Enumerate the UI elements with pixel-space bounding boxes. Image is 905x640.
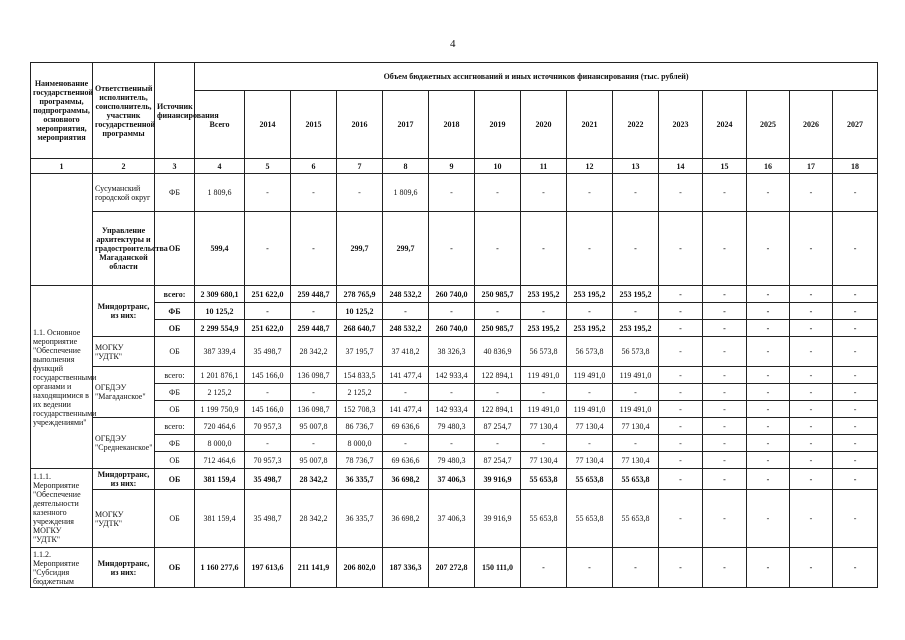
value-cell: 55 653,8 <box>521 469 567 490</box>
budget-table <box>30 62 878 588</box>
value-cell: - <box>703 337 747 367</box>
value-cell: - <box>790 435 833 452</box>
value-cell: - <box>833 337 878 367</box>
value-cell: 55 653,8 <box>613 469 659 490</box>
value-cell: - <box>833 286 878 303</box>
value-cell: 1 199 750,9 <box>195 401 245 418</box>
value-cell: 142 933,4 <box>429 401 475 418</box>
value-cell: 253 195,2 <box>613 286 659 303</box>
value-cell: 299,7 <box>337 212 383 286</box>
value-cell: - <box>747 303 790 320</box>
value-cell: 145 166,0 <box>245 401 291 418</box>
value-cell: - <box>659 418 703 435</box>
value-cell: - <box>659 548 703 588</box>
value-cell: 141 477,4 <box>383 401 429 418</box>
column-number: 3 <box>155 159 195 174</box>
value-cell: 260 740,0 <box>429 286 475 303</box>
value-cell: - <box>833 490 878 548</box>
value-cell: 28 342,2 <box>291 337 337 367</box>
value-cell: 253 195,2 <box>521 286 567 303</box>
responsible-cell: Миндортранс, из них: <box>93 469 155 490</box>
value-cell: 207 272,8 <box>429 548 475 588</box>
value-cell: 136 098,7 <box>291 401 337 418</box>
source-cell: ОБ <box>155 401 195 418</box>
value-cell: - <box>291 384 337 401</box>
value-cell: 69 636,6 <box>383 452 429 469</box>
value-cell: - <box>659 384 703 401</box>
value-cell: 720 464,6 <box>195 418 245 435</box>
header-year: 2016 <box>337 91 383 159</box>
column-number: 7 <box>337 159 383 174</box>
value-cell: 36 698,2 <box>383 490 429 548</box>
value-cell: - <box>521 212 567 286</box>
value-cell: 10 125,2 <box>337 303 383 320</box>
column-number: 8 <box>383 159 429 174</box>
value-cell: 37 418,2 <box>383 337 429 367</box>
column-number: 10 <box>475 159 521 174</box>
value-cell: 1 201 876,1 <box>195 367 245 384</box>
value-cell: - <box>521 384 567 401</box>
value-cell: - <box>703 174 747 212</box>
column-number: 15 <box>703 159 747 174</box>
value-cell: 55 653,8 <box>567 490 613 548</box>
value-cell: 77 130,4 <box>613 418 659 435</box>
header-year: 2023 <box>659 91 703 159</box>
value-cell: - <box>703 286 747 303</box>
value-cell: - <box>659 367 703 384</box>
value-cell: - <box>383 384 429 401</box>
value-cell: - <box>613 212 659 286</box>
header-group-title: Объем бюджетных ассигнований и иных источников финансирования (тыс. рублей) <box>195 63 878 91</box>
value-cell: - <box>613 303 659 320</box>
source-cell: ОБ <box>155 452 195 469</box>
source-cell: ФБ <box>155 384 195 401</box>
value-cell: - <box>833 367 878 384</box>
value-cell: 69 636,6 <box>383 418 429 435</box>
value-cell: - <box>747 174 790 212</box>
value-cell: - <box>703 435 747 452</box>
column-number: 2 <box>93 159 155 174</box>
value-cell: 268 640,7 <box>337 320 383 337</box>
blank-name-cell <box>31 174 93 286</box>
value-cell: - <box>790 367 833 384</box>
value-cell: 251 622,0 <box>245 286 291 303</box>
responsible-cell: ОГБДЭУ "Магаданское" <box>93 367 155 418</box>
value-cell: 70 957,3 <box>245 418 291 435</box>
header-year: 2017 <box>383 91 429 159</box>
value-cell: - <box>659 212 703 286</box>
value-cell: 56 573,8 <box>521 337 567 367</box>
value-cell: - <box>475 435 521 452</box>
value-cell: - <box>833 384 878 401</box>
source-cell: ФБ <box>155 435 195 452</box>
source-cell: всего: <box>155 367 195 384</box>
source-cell: ОБ <box>155 548 195 588</box>
value-cell: - <box>747 548 790 588</box>
value-cell: 36 335,7 <box>337 469 383 490</box>
value-cell: - <box>659 174 703 212</box>
responsible-cell: Миндортранс, из них: <box>93 548 155 588</box>
column-number: 17 <box>790 159 833 174</box>
value-cell: 1 160 277,6 <box>195 548 245 588</box>
value-cell: 119 491,0 <box>613 367 659 384</box>
value-cell: - <box>429 174 475 212</box>
value-cell: 278 765,9 <box>337 286 383 303</box>
header-year: 2021 <box>567 91 613 159</box>
value-cell: - <box>833 548 878 588</box>
value-cell: - <box>429 435 475 452</box>
value-cell: 145 166,0 <box>245 367 291 384</box>
value-cell: 55 653,8 <box>521 490 567 548</box>
value-cell: - <box>703 212 747 286</box>
column-number: 9 <box>429 159 475 174</box>
value-cell: 141 477,4 <box>383 367 429 384</box>
header-year: 2018 <box>429 91 475 159</box>
value-cell: - <box>521 548 567 588</box>
value-cell: - <box>567 303 613 320</box>
value-cell: 77 130,4 <box>613 452 659 469</box>
value-cell: - <box>747 320 790 337</box>
value-cell: - <box>703 367 747 384</box>
activity-name: 1.1. Основное мероприятие "Обеспечение выполнения функций государственными органами и находящимися в их ведении государственными учреждениями" <box>31 286 93 469</box>
activity-name: 1.1.2. Мероприятие "Субсидия бюджетным <box>31 548 93 588</box>
source-cell: ОБ <box>155 337 195 367</box>
value-cell: - <box>475 384 521 401</box>
value-cell: 119 491,0 <box>567 401 613 418</box>
value-cell: 37 406,3 <box>429 490 475 548</box>
column-number: 12 <box>567 159 613 174</box>
value-cell: - <box>659 337 703 367</box>
value-cell: - <box>659 452 703 469</box>
source-cell: всего: <box>155 418 195 435</box>
value-cell: - <box>747 401 790 418</box>
value-cell: 56 573,8 <box>567 337 613 367</box>
source-cell: ОБ <box>155 469 195 490</box>
column-number: 11 <box>521 159 567 174</box>
source-cell: ОБ <box>155 320 195 337</box>
value-cell: 253 195,2 <box>567 320 613 337</box>
source-cell: ФБ <box>155 174 195 212</box>
value-cell: - <box>567 435 613 452</box>
value-cell: - <box>521 174 567 212</box>
value-cell: - <box>833 435 878 452</box>
value-cell: - <box>659 320 703 337</box>
value-cell: - <box>613 548 659 588</box>
value-cell: 387 339,4 <box>195 337 245 367</box>
header-total: Всего <box>195 91 245 159</box>
value-cell: 28 342,2 <box>291 490 337 548</box>
value-cell: 77 130,4 <box>567 452 613 469</box>
header-year: 2027 <box>833 91 878 159</box>
header-year: 2015 <box>291 91 337 159</box>
value-cell: - <box>383 435 429 452</box>
value-cell: - <box>703 548 747 588</box>
value-cell: - <box>747 384 790 401</box>
value-cell: - <box>790 303 833 320</box>
value-cell: - <box>567 174 613 212</box>
responsible-cell: Управление архитектуры и градостроительства Магаданской области <box>93 212 155 286</box>
value-cell: 136 098,7 <box>291 367 337 384</box>
value-cell: - <box>703 490 747 548</box>
value-cell: - <box>790 490 833 548</box>
value-cell: - <box>291 212 337 286</box>
value-cell: - <box>659 303 703 320</box>
value-cell: 35 498,7 <box>245 490 291 548</box>
value-cell: 152 708,3 <box>337 401 383 418</box>
value-cell: 87 254,7 <box>475 452 521 469</box>
column-number: 14 <box>659 159 703 174</box>
value-cell: 119 491,0 <box>521 401 567 418</box>
value-cell: 77 130,4 <box>567 418 613 435</box>
value-cell: - <box>337 174 383 212</box>
value-cell: - <box>747 435 790 452</box>
value-cell: 119 491,0 <box>567 367 613 384</box>
source-cell: ОБ <box>155 490 195 548</box>
value-cell: 86 736,7 <box>337 418 383 435</box>
value-cell: - <box>790 469 833 490</box>
value-cell: - <box>833 174 878 212</box>
value-cell: - <box>567 212 613 286</box>
value-cell: 79 480,3 <box>429 452 475 469</box>
value-cell: 2 125,2 <box>195 384 245 401</box>
value-cell: 28 342,2 <box>291 469 337 490</box>
value-cell: - <box>833 320 878 337</box>
value-cell: - <box>747 452 790 469</box>
value-cell: 1 809,6 <box>383 174 429 212</box>
value-cell: - <box>475 212 521 286</box>
value-cell: - <box>245 384 291 401</box>
column-number: 5 <box>245 159 291 174</box>
responsible-cell: Сусуманский городской округ <box>93 174 155 212</box>
value-cell: - <box>790 286 833 303</box>
value-cell: - <box>833 469 878 490</box>
value-cell: - <box>245 212 291 286</box>
value-cell: - <box>747 367 790 384</box>
value-cell: - <box>747 286 790 303</box>
value-cell: 95 007,8 <box>291 452 337 469</box>
value-cell: - <box>291 303 337 320</box>
value-cell: 381 159,4 <box>195 490 245 548</box>
value-cell: 251 622,0 <box>245 320 291 337</box>
value-cell: - <box>790 418 833 435</box>
value-cell: 37 195,7 <box>337 337 383 367</box>
value-cell: 77 130,4 <box>521 418 567 435</box>
value-cell: 119 491,0 <box>521 367 567 384</box>
header-source: Источник финансирования <box>155 63 195 159</box>
value-cell: - <box>613 384 659 401</box>
responsible-cell: Миндортранс, из них: <box>93 286 155 337</box>
value-cell: - <box>659 286 703 303</box>
value-cell: 299,7 <box>383 212 429 286</box>
value-cell: - <box>790 384 833 401</box>
header-year: 2014 <box>245 91 291 159</box>
value-cell: - <box>790 212 833 286</box>
column-number: 6 <box>291 159 337 174</box>
value-cell: - <box>703 452 747 469</box>
value-cell: - <box>790 174 833 212</box>
page-number: 4 <box>450 38 456 50</box>
value-cell: 142 933,4 <box>429 367 475 384</box>
value-cell: - <box>790 337 833 367</box>
value-cell: 259 448,7 <box>291 286 337 303</box>
value-cell: 1 809,6 <box>195 174 245 212</box>
value-cell: - <box>659 435 703 452</box>
value-cell: 8 000,0 <box>195 435 245 452</box>
value-cell: 35 498,7 <box>245 337 291 367</box>
value-cell: - <box>475 303 521 320</box>
value-cell: - <box>567 384 613 401</box>
value-cell: - <box>291 174 337 212</box>
value-cell: 8 000,0 <box>337 435 383 452</box>
value-cell: 38 326,3 <box>429 337 475 367</box>
responsible-cell: ОГБДЭУ "Среднеканское" <box>93 418 155 469</box>
value-cell: 248 532,2 <box>383 286 429 303</box>
value-cell: - <box>659 490 703 548</box>
value-cell: 77 130,4 <box>521 452 567 469</box>
source-cell: ОБ <box>155 212 195 286</box>
value-cell: - <box>790 548 833 588</box>
value-cell: - <box>790 452 833 469</box>
value-cell: - <box>613 174 659 212</box>
value-cell: 599,4 <box>195 212 245 286</box>
value-cell: - <box>659 401 703 418</box>
value-cell: 211 141,9 <box>291 548 337 588</box>
value-cell: - <box>521 435 567 452</box>
value-cell: 259 448,7 <box>291 320 337 337</box>
value-cell: 250 985,7 <box>475 320 521 337</box>
value-cell: - <box>747 418 790 435</box>
value-cell: 39 916,9 <box>475 490 521 548</box>
column-number: 16 <box>747 159 790 174</box>
value-cell: - <box>245 435 291 452</box>
value-cell: - <box>245 303 291 320</box>
value-cell: 187 336,3 <box>383 548 429 588</box>
value-cell: 39 916,9 <box>475 469 521 490</box>
column-number: 13 <box>613 159 659 174</box>
value-cell: 10 125,2 <box>195 303 245 320</box>
value-cell: - <box>703 384 747 401</box>
value-cell: 2 299 554,9 <box>195 320 245 337</box>
value-cell: 36 698,2 <box>383 469 429 490</box>
header-year: 2025 <box>747 91 790 159</box>
value-cell: 2 125,2 <box>337 384 383 401</box>
value-cell: 253 195,2 <box>613 320 659 337</box>
value-cell: 248 532,2 <box>383 320 429 337</box>
value-cell: - <box>703 418 747 435</box>
source-cell: ФБ <box>155 303 195 320</box>
value-cell: - <box>567 548 613 588</box>
value-cell: - <box>613 435 659 452</box>
value-cell: 154 833,5 <box>337 367 383 384</box>
value-cell: 37 406,3 <box>429 469 475 490</box>
header-name: Наименование государственной программы, подпрограммы, основного мероприятия, мероприятия <box>31 63 93 159</box>
header-year: 2019 <box>475 91 521 159</box>
value-cell: - <box>790 401 833 418</box>
value-cell: - <box>790 320 833 337</box>
value-cell: 119 491,0 <box>613 401 659 418</box>
header-responsible: Ответственный исполнитель, соисполнитель, участник государственной программы <box>93 63 155 159</box>
header-year: 2024 <box>703 91 747 159</box>
value-cell: 122 894,1 <box>475 401 521 418</box>
value-cell: 381 159,4 <box>195 469 245 490</box>
value-cell: 2 309 680,1 <box>195 286 245 303</box>
value-cell: 40 836,9 <box>475 337 521 367</box>
column-number: 1 <box>31 159 93 174</box>
value-cell: 206 802,0 <box>337 548 383 588</box>
activity-name: 1.1.1. Мероприятие "Обеспечение деятельности казенного учреждения МОГКУ "УДТК" <box>31 469 93 548</box>
value-cell: 87 254,7 <box>475 418 521 435</box>
value-cell: 55 653,8 <box>567 469 613 490</box>
value-cell: 712 464,6 <box>195 452 245 469</box>
column-number: 18 <box>833 159 878 174</box>
value-cell: - <box>833 401 878 418</box>
source-cell: всего: <box>155 286 195 303</box>
value-cell: - <box>747 469 790 490</box>
value-cell: 36 335,7 <box>337 490 383 548</box>
value-cell: - <box>291 435 337 452</box>
value-cell: - <box>833 418 878 435</box>
value-cell: 79 480,3 <box>429 418 475 435</box>
value-cell: 78 736,7 <box>337 452 383 469</box>
value-cell: - <box>703 303 747 320</box>
value-cell: 70 957,3 <box>245 452 291 469</box>
value-cell: 56 573,8 <box>613 337 659 367</box>
value-cell: - <box>833 452 878 469</box>
value-cell: - <box>703 469 747 490</box>
value-cell: 253 195,2 <box>567 286 613 303</box>
value-cell: 250 985,7 <box>475 286 521 303</box>
value-cell: 35 498,7 <box>245 469 291 490</box>
value-cell: - <box>703 401 747 418</box>
responsible-cell: МОГКУ "УДТК" <box>93 490 155 548</box>
value-cell: - <box>703 320 747 337</box>
value-cell: - <box>383 303 429 320</box>
value-cell: - <box>747 337 790 367</box>
value-cell: - <box>659 469 703 490</box>
value-cell: 197 613,6 <box>245 548 291 588</box>
header-year: 2020 <box>521 91 567 159</box>
value-cell: 55 653,8 <box>613 490 659 548</box>
value-cell: - <box>521 303 567 320</box>
value-cell: - <box>747 490 790 548</box>
value-cell: - <box>833 212 878 286</box>
value-cell: 122 894,1 <box>475 367 521 384</box>
value-cell: - <box>475 174 521 212</box>
value-cell: 150 111,0 <box>475 548 521 588</box>
value-cell: - <box>747 212 790 286</box>
value-cell: 260 740,0 <box>429 320 475 337</box>
header-year: 2022 <box>613 91 659 159</box>
value-cell: - <box>429 303 475 320</box>
header-year: 2026 <box>790 91 833 159</box>
value-cell: - <box>245 174 291 212</box>
responsible-cell: МОГКУ "УДТК" <box>93 337 155 367</box>
value-cell: - <box>833 303 878 320</box>
value-cell: - <box>429 212 475 286</box>
value-cell: 95 007,8 <box>291 418 337 435</box>
value-cell: 253 195,2 <box>521 320 567 337</box>
column-number: 4 <box>195 159 245 174</box>
value-cell: - <box>429 384 475 401</box>
